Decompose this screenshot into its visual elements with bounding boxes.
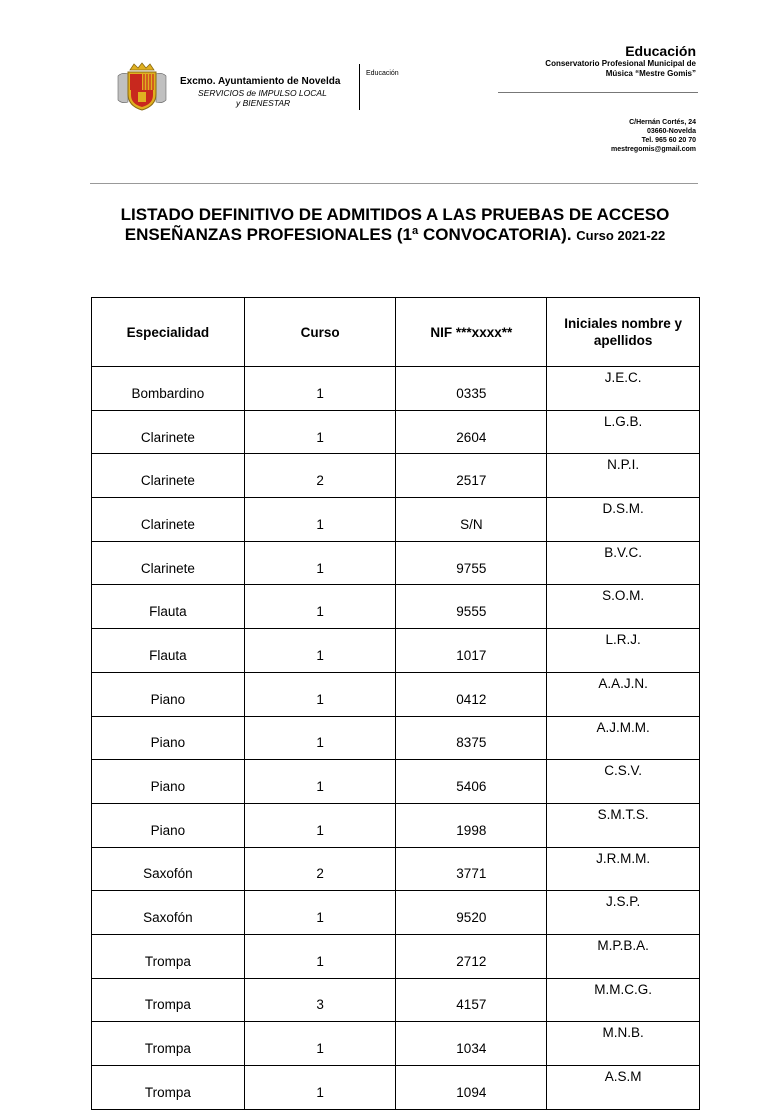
cell-curso: 1 xyxy=(244,672,396,716)
cell-especialidad: Clarinete xyxy=(92,454,245,498)
header-nif: NIF ***xxxx** xyxy=(396,298,547,367)
table-row xyxy=(92,629,700,673)
cell-curso: 1 xyxy=(244,1066,396,1110)
table-row xyxy=(92,1022,700,1066)
cell-nif: 5406 xyxy=(396,760,547,804)
table-row xyxy=(92,847,700,891)
cell-nif: 9520 xyxy=(396,891,547,935)
header-iniciales: Iniciales nombre y apellidos xyxy=(547,298,700,367)
address-street: C/Hernán Cortés, 24 xyxy=(629,119,696,126)
cell-curso: 1 xyxy=(244,541,396,585)
organisation-block xyxy=(180,76,360,108)
cell-especialidad: Clarinete xyxy=(92,410,245,454)
cell-especialidad: Piano xyxy=(92,716,245,760)
address-block xyxy=(611,118,696,154)
header-especialidad: Especialidad xyxy=(92,298,245,367)
header-rule-right xyxy=(498,92,698,93)
address-email: mestregomis@gmail.com xyxy=(610,146,696,153)
cell-especialidad: Trompa xyxy=(92,1066,245,1110)
cell-iniciales: B.V.C. xyxy=(547,541,700,585)
cell-curso: 1 xyxy=(244,716,396,760)
table-row xyxy=(92,367,700,411)
cell-especialidad: Piano xyxy=(92,760,245,804)
cell-iniciales: M.N.B. xyxy=(547,1022,700,1066)
table-row xyxy=(92,498,700,542)
cell-especialidad: Trompa xyxy=(92,934,245,978)
cell-iniciales: A.A.J.N. xyxy=(547,672,700,716)
table-row xyxy=(92,891,700,935)
cell-nif: 0412 xyxy=(396,672,547,716)
org-name: Excmo. Ayuntamiento de Novelda xyxy=(180,76,341,87)
cell-nif: 0335 xyxy=(396,367,547,411)
table-row xyxy=(92,672,700,716)
cell-iniciales: A.S.M xyxy=(547,1066,700,1110)
table-row xyxy=(92,978,700,1022)
address-postcode: 03660-Novelda xyxy=(646,128,696,135)
org-subtitle-2: y BIENESTAR xyxy=(236,98,291,108)
cell-iniciales: L.G.B. xyxy=(547,410,700,454)
cell-nif: 1017 xyxy=(396,629,547,673)
cell-iniciales: D.S.M. xyxy=(547,498,700,542)
cell-iniciales: C.S.V. xyxy=(547,760,700,804)
table-row xyxy=(92,760,700,804)
table-row xyxy=(92,1066,700,1110)
table-row xyxy=(92,454,700,498)
cell-especialidad: Clarinete xyxy=(92,498,245,542)
cell-iniciales: J.S.P. xyxy=(547,891,700,935)
cell-curso: 1 xyxy=(244,891,396,935)
conservatory-name xyxy=(545,59,696,79)
cell-nif: 9755 xyxy=(396,541,547,585)
cell-curso: 1 xyxy=(244,498,396,542)
cell-curso: 2 xyxy=(244,847,396,891)
cell-curso: 3 xyxy=(244,978,396,1022)
cell-especialidad: Bombardino xyxy=(92,367,245,411)
table-row xyxy=(92,803,700,847)
table-row xyxy=(92,934,700,978)
cell-curso: 2 xyxy=(244,454,396,498)
department-small-label: Educación xyxy=(366,70,399,77)
cell-nif: 1034 xyxy=(396,1022,547,1066)
cell-curso: 1 xyxy=(244,934,396,978)
cell-nif: 2712 xyxy=(396,934,547,978)
cell-iniciales: J.E.C. xyxy=(547,367,700,411)
cell-nif: 1094 xyxy=(396,1066,547,1110)
cell-especialidad: Trompa xyxy=(92,978,245,1022)
table-header-row xyxy=(92,298,700,367)
cell-nif: S/N xyxy=(396,498,547,542)
cell-iniciales: A.J.M.M. xyxy=(547,716,700,760)
header-separator xyxy=(90,183,698,184)
cell-curso: 1 xyxy=(244,760,396,804)
cell-especialidad: Piano xyxy=(92,672,245,716)
header-divider xyxy=(359,64,360,110)
department-title: Educación xyxy=(625,43,696,59)
conservatory-line-2: Música “Mestre Gomis” xyxy=(605,69,696,78)
document-title xyxy=(60,205,730,246)
admitted-students-table xyxy=(91,297,700,1110)
cell-especialidad: Piano xyxy=(92,803,245,847)
conservatory-line-1: Conservatorio Profesional Municipal de xyxy=(545,59,696,68)
cell-nif: 8375 xyxy=(396,716,547,760)
cell-nif: 4157 xyxy=(396,978,547,1022)
table-row xyxy=(92,410,700,454)
cell-curso: 1 xyxy=(244,803,396,847)
title-line-2: ENSEÑANZAS PROFESIONALES (1ª CONVOCATORIA). xyxy=(124,225,572,244)
table-body xyxy=(92,367,700,1110)
cell-nif: 9555 xyxy=(396,585,547,629)
cell-nif: 2517 xyxy=(396,454,547,498)
header-curso: Curso xyxy=(244,298,396,367)
cell-especialidad: Saxofón xyxy=(92,847,245,891)
cell-curso: 1 xyxy=(244,629,396,673)
cell-nif: 1998 xyxy=(396,803,547,847)
title-year: Curso 2021-22 xyxy=(576,228,666,243)
cell-iniciales: S.M.T.S. xyxy=(547,803,700,847)
cell-iniciales: L.R.J. xyxy=(547,629,700,673)
cell-iniciales: S.O.M. xyxy=(547,585,700,629)
cell-especialidad: Flauta xyxy=(92,629,245,673)
table-row xyxy=(92,541,700,585)
cell-curso: 1 xyxy=(244,410,396,454)
cell-especialidad: Trompa xyxy=(92,1022,245,1066)
address-phone: Tel. 965 60 20 70 xyxy=(641,137,696,144)
cell-especialidad: Saxofón xyxy=(92,891,245,935)
cell-iniciales: M.P.B.A. xyxy=(547,934,700,978)
title-line-1: LISTADO DEFINITIVO DE ADMITIDOS A LAS PRUEBAS DE ACCESO xyxy=(120,205,670,224)
table-row xyxy=(92,716,700,760)
cell-curso: 1 xyxy=(244,367,396,411)
cell-especialidad: Clarinete xyxy=(92,541,245,585)
cell-curso: 1 xyxy=(244,1022,396,1066)
org-subtitle-1: SERVICIOS de IMPULSO LOCAL xyxy=(198,88,327,98)
table-row xyxy=(92,585,700,629)
municipal-crest-logo xyxy=(114,62,170,112)
cell-nif: 2604 xyxy=(396,410,547,454)
cell-nif: 3771 xyxy=(396,847,547,891)
cell-iniciales: M.M.C.G. xyxy=(547,978,700,1022)
cell-iniciales: J.R.M.M. xyxy=(547,847,700,891)
cell-curso: 1 xyxy=(244,585,396,629)
cell-iniciales: N.P.I. xyxy=(547,454,700,498)
cell-especialidad: Flauta xyxy=(92,585,245,629)
